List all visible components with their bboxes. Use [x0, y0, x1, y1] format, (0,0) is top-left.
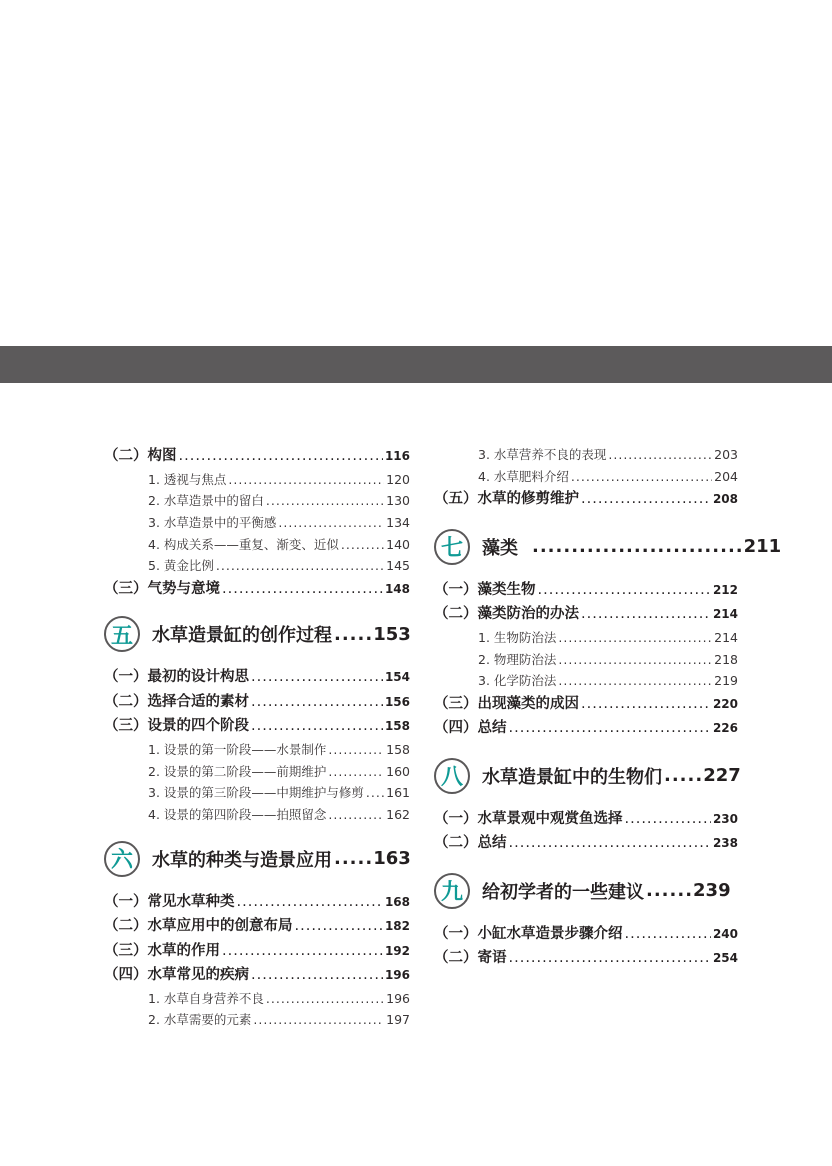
- toc-page-number: 196: [386, 990, 410, 1006]
- chapter-page-number: 239: [693, 880, 731, 902]
- toc-label: （四）总结: [434, 720, 507, 737]
- chapter-page-number: 227: [703, 765, 741, 787]
- toc-page-number: 214: [714, 629, 738, 645]
- toc-page-number: 116: [384, 449, 410, 463]
- toc-page-number: 182: [384, 919, 410, 934]
- dot-leader: [251, 690, 383, 715]
- toc-label: 1. 生物防治法: [478, 629, 557, 645]
- toc-page-number: 161: [386, 785, 410, 801]
- dot-leader: [625, 922, 711, 947]
- toc-page-number: 230: [712, 811, 738, 826]
- dot-leader: [216, 555, 384, 577]
- toc-label: 2. 水草造景中的留白: [148, 493, 264, 509]
- chapter-number-badge: 七: [434, 529, 470, 565]
- dot-leader: .....: [334, 623, 374, 645]
- dot-leader: [558, 649, 712, 671]
- chapter-page-number: 211: [743, 536, 782, 558]
- toc-item[interactable]: [104, 469, 410, 491]
- toc-page-number: 220: [712, 696, 738, 711]
- dot-leader: [509, 716, 711, 741]
- toc-section[interactable]: [434, 578, 738, 603]
- toc-page-number: 197: [386, 1012, 410, 1028]
- toc-label: 3. 化学防治法: [478, 673, 557, 689]
- toc-chapter[interactable]: [434, 524, 782, 570]
- toc-section[interactable]: [434, 946, 738, 971]
- dot-leader: [341, 534, 384, 556]
- toc-label: （二）藻类防治的办法: [434, 606, 579, 623]
- toc-label: 3. 水草造景中的平衡感: [148, 514, 277, 530]
- toc-label: （二）寄语: [434, 950, 507, 967]
- toc-label: 5. 黄金比例: [148, 558, 214, 574]
- toc-page-number: 140: [386, 536, 410, 552]
- toc-label: （三）水草的作用: [104, 942, 220, 959]
- toc-section[interactable]: [104, 444, 410, 469]
- toc-item[interactable]: [434, 466, 738, 488]
- toc-section[interactable]: [104, 963, 410, 988]
- toc-item[interactable]: [104, 1009, 410, 1031]
- toc-page-number: 158: [386, 741, 410, 757]
- toc-page-number: 130: [386, 493, 410, 509]
- toc-label: （二）构图: [104, 448, 177, 464]
- toc-page-number: 160: [386, 763, 410, 779]
- toc-item[interactable]: [434, 627, 738, 649]
- toc-label: （二）选择合适的素材: [104, 693, 249, 710]
- chapter-number-badge: 九: [434, 873, 470, 909]
- dot-leader: [366, 782, 384, 804]
- toc-page-number: 145: [386, 558, 410, 574]
- dot-leader: [558, 670, 712, 692]
- chapter-page-number: 163: [373, 848, 411, 870]
- dot-leader: [251, 963, 383, 988]
- dot-leader: [237, 890, 383, 915]
- toc-section[interactable]: [104, 890, 410, 915]
- dot-leader: [581, 602, 711, 627]
- toc-chapter[interactable]: [104, 836, 410, 882]
- dot-leader: [251, 665, 383, 690]
- toc-label: 2. 物理防治法: [478, 651, 557, 667]
- toc-item[interactable]: [104, 490, 410, 512]
- toc-section[interactable]: [104, 690, 410, 715]
- dot-leader: [179, 444, 383, 469]
- toc-page-number: 156: [384, 694, 410, 709]
- chapter-title: 藻类: [482, 537, 518, 559]
- toc-page-number: 148: [384, 581, 410, 596]
- dot-leader: ...........................: [532, 536, 744, 558]
- toc-chapter[interactable]: [104, 611, 410, 657]
- toc-page-number: 254: [712, 951, 738, 966]
- dot-leader: [509, 946, 711, 971]
- toc-label: （二）水草应用中的创意布局: [104, 918, 293, 935]
- toc-label: 4. 构成关系——重复、渐变、近似: [148, 536, 339, 552]
- chapter-title: 给初学者的一些建议: [482, 881, 644, 903]
- toc-section[interactable]: [434, 692, 738, 717]
- toc-label: 4. 水草肥料介绍: [478, 468, 569, 484]
- toc-page-number: 238: [712, 836, 738, 851]
- dot-leader: [328, 761, 384, 783]
- dot-leader: [328, 739, 384, 761]
- toc-label: 2. 设景的第二阶段——前期维护: [148, 763, 327, 779]
- dot-leader: [608, 444, 712, 466]
- dot-leader: [538, 578, 711, 603]
- toc-item[interactable]: [104, 782, 410, 804]
- chapter-number-badge: 八: [434, 758, 470, 794]
- toc-label: （四）水草常见的疾病: [104, 967, 249, 984]
- chapter-title: 水草造景缸中的生物们: [482, 766, 662, 788]
- chapter-title: 水草的种类与造景应用: [152, 849, 332, 871]
- toc-label: （一）最初的设计构思: [104, 669, 249, 686]
- toc-label: （一）常见水草种类: [104, 893, 235, 910]
- dot-leader: .....: [664, 765, 704, 787]
- toc-item[interactable]: [104, 534, 410, 556]
- dot-leader: [266, 490, 384, 512]
- dot-leader: [251, 714, 383, 739]
- toc-section[interactable]: [434, 922, 738, 947]
- toc-section[interactable]: [104, 714, 410, 739]
- toc-item[interactable]: [104, 804, 410, 826]
- toc-label: （三）设景的四个阶段: [104, 718, 249, 735]
- chapter-title: 水草造景缸的创作过程: [152, 625, 332, 647]
- toc-label: （二）总结: [434, 835, 507, 852]
- toc-item[interactable]: [434, 670, 738, 692]
- toc-label: 1. 设景的第一阶段——水景制作: [148, 741, 327, 757]
- toc-section[interactable]: [104, 665, 410, 690]
- toc-item[interactable]: [104, 761, 410, 783]
- toc-page-number: 218: [714, 651, 738, 667]
- toc-column-right: [434, 444, 782, 971]
- dot-leader: [509, 831, 711, 856]
- toc-page-number: 214: [712, 607, 738, 622]
- toc-section[interactable]: [104, 939, 410, 964]
- toc-page-number: 154: [384, 670, 410, 685]
- toc-page-number: 120: [386, 471, 410, 487]
- toc-page-number: 204: [714, 468, 738, 484]
- dot-leader: [581, 487, 711, 512]
- dot-leader: [278, 512, 384, 534]
- dot-leader: [253, 1009, 384, 1031]
- dot-leader: [295, 914, 383, 939]
- toc-page-number: 208: [712, 492, 738, 507]
- dot-leader: [222, 577, 383, 602]
- toc-chapter[interactable]: [434, 753, 741, 799]
- toc-label: （一）水草景观中观赏鱼选择: [434, 810, 623, 827]
- toc-page-number: 240: [712, 926, 738, 941]
- toc-section[interactable]: [104, 577, 410, 602]
- toc-section[interactable]: [434, 716, 738, 741]
- toc-label: 4. 设景的第四阶段——拍照留念: [148, 807, 327, 822]
- dot-leader: [328, 804, 384, 826]
- dot-leader: [228, 469, 384, 491]
- toc-label: 3. 水草营养不良的表现: [478, 447, 607, 462]
- dot-leader: [571, 466, 712, 488]
- dot-leader: [625, 807, 711, 832]
- toc-page-number: 162: [386, 807, 410, 822]
- toc-label: （一）藻类生物: [434, 581, 536, 598]
- dot-leader: ......: [646, 880, 694, 902]
- toc-item[interactable]: [104, 988, 410, 1010]
- toc-page-number: 226: [712, 721, 738, 736]
- toc-page-number: 168: [384, 894, 410, 909]
- chapter-number-badge: 五: [104, 616, 140, 652]
- dot-leader: [558, 627, 712, 649]
- dot-leader: [222, 939, 383, 964]
- toc-page-number: 158: [384, 719, 410, 734]
- dot-leader: [581, 692, 711, 717]
- toc-label: 1. 水草自身营养不良: [148, 990, 264, 1006]
- toc-column-left: [104, 444, 410, 1031]
- toc-label: （三）出现藻类的成因: [434, 695, 579, 712]
- dot-leader: .....: [334, 848, 374, 870]
- toc-item[interactable]: [434, 649, 738, 671]
- toc-page-number: 212: [712, 582, 738, 597]
- dot-leader: [266, 988, 384, 1010]
- toc-page-number: 196: [384, 968, 410, 983]
- toc-label: 3. 设景的第三阶段——中期维护与修剪: [148, 785, 364, 801]
- toc-section[interactable]: [434, 831, 738, 856]
- chapter-page-number: 153: [373, 623, 411, 645]
- toc-item[interactable]: [104, 555, 410, 577]
- toc-label: 2. 水草需要的元素: [148, 1012, 252, 1028]
- chapter-number-badge: 六: [104, 841, 140, 877]
- toc-label: （五）水草的修剪维护: [434, 491, 579, 508]
- toc-label: 1. 透视与焦点: [148, 471, 227, 487]
- toc-section[interactable]: [434, 807, 738, 832]
- toc-chapter[interactable]: [434, 868, 738, 914]
- toc-section[interactable]: [104, 914, 410, 939]
- toc-section[interactable]: [434, 487, 738, 512]
- toc-label: （一）小缸水草造景步骤介绍: [434, 925, 623, 942]
- toc-page-number: 134: [386, 514, 410, 530]
- toc-label: （三）气势与意境: [104, 580, 220, 597]
- header-band: [0, 346, 832, 383]
- toc-page-number: 192: [384, 943, 410, 958]
- toc-item[interactable]: [434, 444, 738, 466]
- toc-item[interactable]: [104, 739, 410, 761]
- toc-page-number: 219: [714, 673, 738, 689]
- toc-section[interactable]: [434, 602, 738, 627]
- toc-item[interactable]: [104, 512, 410, 534]
- toc-page-number: 203: [714, 447, 738, 462]
